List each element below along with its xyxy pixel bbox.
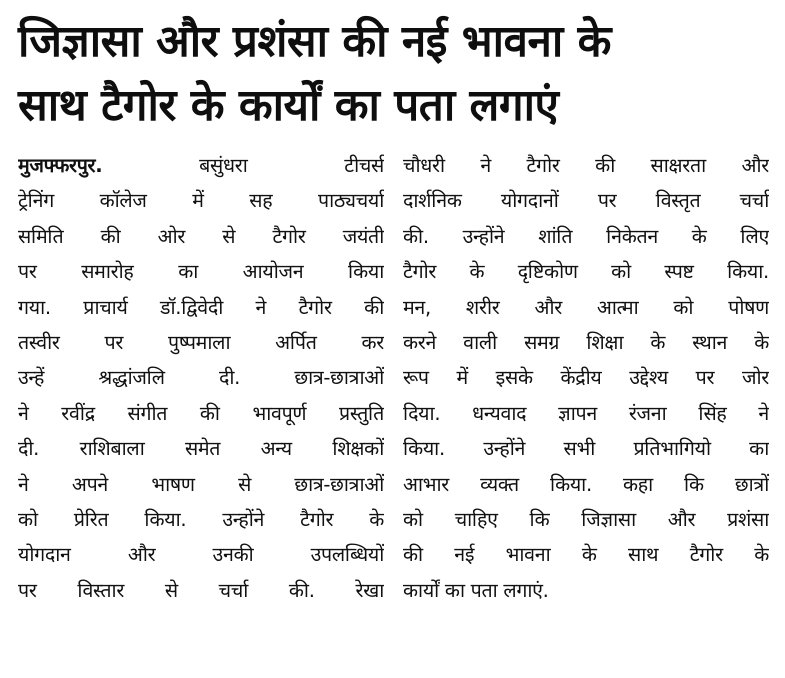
article-line: पर समारोह का आयोजन किया (18, 260, 384, 284)
article-line: की नई भावना के साथ टैगोर के (403, 543, 769, 567)
article-line: कार्यों का पता लगाएं. (403, 578, 549, 602)
article-line (18, 148, 384, 183)
article-line: गया. प्राचार्य डॉ.द्विवेदी ने टैगोर की (18, 295, 384, 319)
article-line: को चाहिए कि जिज्ञासा और प्रशंसा (403, 508, 769, 532)
headline-line-2: साथ टैगोर के कार्यों का पता लगाएं (18, 80, 559, 131)
article-line-text: बसुंधरा टीचर्स (199, 154, 384, 177)
article-line: करने वाली समग्र शिक्षा के स्थान के (403, 331, 769, 355)
article-line: दार्शनिक योगदानों पर विस्तृत चर्चा (403, 189, 769, 213)
headline-line-1: जिज्ञासा और प्रशंसा की नई भावना के (18, 16, 611, 67)
article-line: समिति की ओर से टैगोर जयंती (18, 224, 384, 248)
article-line: रूप में इसके केंद्रीय उद्देश्य पर जोर (403, 366, 769, 390)
article-column-right (403, 148, 769, 608)
article-body (18, 148, 769, 608)
article-line: ट्रेनिंग कॉलेज में सह पाठ्यचर्या (18, 189, 384, 213)
article-line: योगदान और उनकी उपलब्धियों (18, 543, 384, 567)
article-line: आभार व्यक्त किया. कहा कि छात्रों (403, 472, 769, 496)
dateline: मुजफ्फरपुर. (18, 154, 103, 177)
article-line: को प्रेरित किया. उन्होंने टैगोर के (18, 508, 384, 532)
article-line: की. उन्होंने शांति निकेतन के लिए (403, 224, 769, 248)
article-line: चौधरी ने टैगोर की साक्षरता और (403, 154, 769, 177)
article-line: पर विस्तार से चर्चा की. रेखा (18, 578, 384, 602)
headline (18, 10, 769, 138)
article-line: ने अपने भाषण से छात्र-छात्राओं (18, 472, 384, 496)
article-line: दिया. धन्यवाद ज्ञापन रंजना सिंह ने (403, 401, 769, 425)
article-column-left (18, 148, 384, 608)
article-line: मन, शरीर और आत्मा को पोषण (403, 295, 769, 319)
article-line: उन्हें श्रद्धांजलि दी. छात्र-छात्राओं (18, 366, 384, 390)
article-line: दी. राशिबाला समेत अन्य शिक्षकों (18, 437, 384, 461)
article-line: तस्वीर पर पुष्पमाला अर्पित कर (18, 331, 384, 355)
article-line: किया. उन्होंने सभी प्रतिभागियो का (403, 437, 769, 461)
article-line: ने रवींद्र संगीत की भावपूर्ण प्रस्तुति (18, 401, 384, 425)
article-line: टैगोर के दृष्टिकोण को स्पष्ट किया. (403, 260, 769, 284)
